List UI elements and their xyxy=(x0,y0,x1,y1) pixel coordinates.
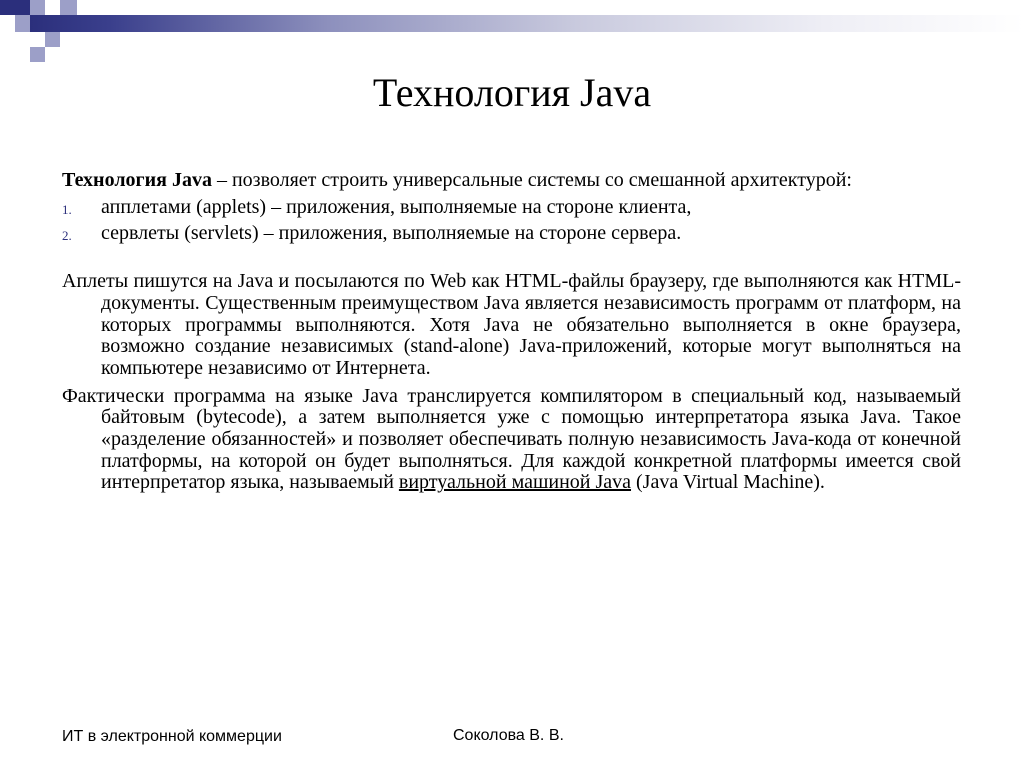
decor-square-4 xyxy=(15,15,30,32)
decor-square-1 xyxy=(0,0,30,15)
slide-title: Технология Java xyxy=(372,70,652,115)
list-number: 2. xyxy=(62,228,72,244)
list-text: апплетами (applets) – приложения, выполняемые на стороне клиента, xyxy=(101,195,692,218)
decor-gradient-bar xyxy=(30,15,1024,32)
slide-content xyxy=(62,170,961,494)
list-text: сервлеты (servlets) – приложения, выполняемые на стороне сервера. xyxy=(101,222,682,245)
decor-square-3 xyxy=(60,0,77,15)
bytecode-paragraph xyxy=(62,386,961,495)
footer-author: Соколова В. В. xyxy=(453,727,564,744)
jvm-link[interactable]: виртуальной машиной Java xyxy=(398,471,632,494)
bytecode-text: Фактически программа на языке Java транслируется компилятором в специальный код, называемый байтовым (bytecode), а затем выполняется уже с помощью интерпретатора языка Java. Такое «разделение обязанностей» и позволяет обеспечивать полную независимость Java-кода от конечной платформы, на которой он будет выполняться. Для каждой конкретной платформы имеется свой интерпретатор языка, называемый xyxy=(62,384,961,494)
decor-square-5 xyxy=(45,32,60,47)
decor-square-2 xyxy=(30,0,45,15)
intro-paragraph xyxy=(62,170,961,192)
decor-square-6 xyxy=(30,47,45,62)
intro-term: Технология Java xyxy=(62,169,212,191)
spacer xyxy=(62,245,961,271)
bytecode-text-end: (Java Virtual Machine). xyxy=(631,471,825,494)
list-item xyxy=(62,197,961,219)
list-item xyxy=(62,223,961,245)
applets-paragraph: Аплеты пишутся на Java и посылаются по Web как HTML-файлы браузеру, где выполняются как HTML-документы. Существенным преимуществом Java является независимость программ от платформ, на которых программы выполняются. Хотя Java не обязательно выполняется в окне браузера, возможно создание независимых (stand-alone) Java-приложений, которые могут выполняться на компьютере независимо от Интернета. xyxy=(62,270,961,379)
list-number: 1. xyxy=(62,201,72,217)
footer-course-title: ИТ в электронной коммерции xyxy=(62,728,282,745)
intro-text: – позволяет строить универсальные системы со смешанной архитектурой: xyxy=(211,169,852,191)
